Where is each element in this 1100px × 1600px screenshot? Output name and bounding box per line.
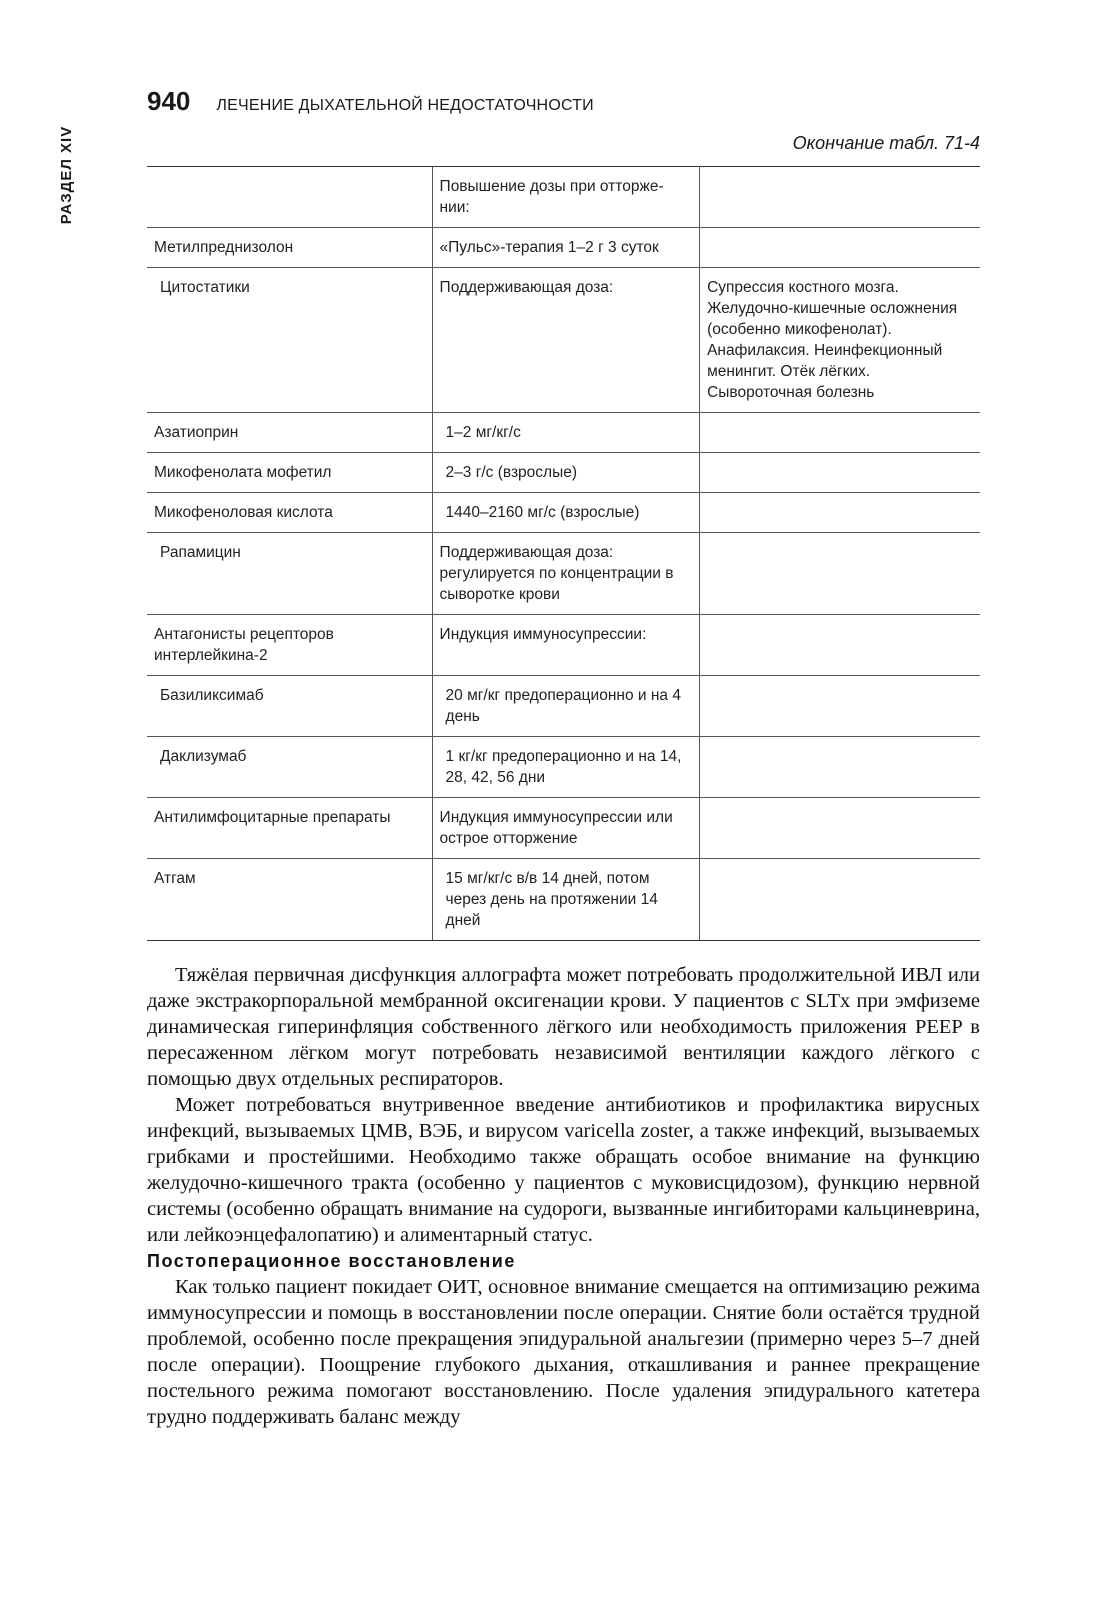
table-cell bbox=[700, 533, 980, 615]
table-cell: Азатиоприн bbox=[147, 413, 432, 453]
page-header bbox=[147, 86, 594, 117]
table-row bbox=[147, 859, 980, 941]
table-row bbox=[147, 167, 980, 228]
table-cell: Цитостатики bbox=[147, 268, 432, 413]
treatment-table bbox=[147, 166, 980, 941]
table-cell bbox=[700, 228, 980, 268]
table-row bbox=[147, 615, 980, 676]
table-cell: 1 кг/кг предоперационно и на 14, 28, 42, 56 дни bbox=[432, 737, 700, 798]
table-cell: Поддерживающая доза: bbox=[432, 268, 700, 413]
section-heading: Постоперационное восстановление bbox=[147, 1251, 516, 1271]
table-cell bbox=[700, 676, 980, 737]
table-cell: Повышение дозы при отторже-нии: bbox=[432, 167, 700, 228]
table-cell: Индукция иммуносупрессии или острое отторжение bbox=[432, 798, 700, 859]
table-row bbox=[147, 453, 980, 493]
table-cell bbox=[700, 453, 980, 493]
table-cell: Антилимфоцитарные препараты bbox=[147, 798, 432, 859]
table-cell: Даклизумаб bbox=[147, 737, 432, 798]
table-caption: Окончание табл. 71-4 bbox=[792, 133, 980, 153]
table-row bbox=[147, 676, 980, 737]
table-cell: Антагонисты рецепторов интерлейкина-2 bbox=[147, 615, 432, 676]
table-cell: 15 мг/кг/с в/в 14 дней, потом через день на протяжении 14 дней bbox=[432, 859, 700, 941]
table-cell bbox=[700, 859, 980, 941]
table-cell bbox=[700, 615, 980, 676]
table-cell bbox=[700, 798, 980, 859]
table-cell: Поддерживающая доза: регулируется по концентрации в сыворотке крови bbox=[432, 533, 700, 615]
table-cell bbox=[147, 167, 432, 228]
table-row bbox=[147, 737, 980, 798]
table-cell: Базиликсимаб bbox=[147, 676, 432, 737]
table-row bbox=[147, 268, 980, 413]
table-cell: Атгам bbox=[147, 859, 432, 941]
running-title: ЛЕЧЕНИЕ ДЫХАТЕЛЬНОЙ НЕДОСТАТОЧНОСТИ bbox=[216, 97, 594, 114]
table-cell: Микофенолата мофетил bbox=[147, 453, 432, 493]
table-cell: Супрессия костного мозга. Желудочно-кишечные осложнения (особенно микофенолат). Анафилаксия. Неинфекционный менингит. Отёк лёгких. Сывороточная болезнь bbox=[700, 268, 980, 413]
paragraph: Может потребоваться внутривенное введение антибиотиков и профилактика вирусных инфекций, вызываемых ЦМВ, ВЭБ, и вирусом varicella zoster, а также инфекций, вызываемых грибками и простейшими. Необходимо также обращать особое внимание на функцию желудочно-кишечного тракта (особенно у пациентов с муковисцидозом), функцию нервной системы (особенно обращать внимание на судороги, вызванные ингибиторами кальциневрина, или лейкоэнцефалопатию) и алиментарный статус. bbox=[147, 1094, 980, 1246]
table-row bbox=[147, 228, 980, 268]
table-cell: 1–2 мг/кг/с bbox=[432, 413, 700, 453]
table-cell: Метилпреднизолон bbox=[147, 228, 432, 268]
table-row bbox=[147, 413, 980, 453]
table-cell bbox=[700, 413, 980, 453]
table-cell: 20 мг/кг предоперационно и на 4 день bbox=[432, 676, 700, 737]
body-text bbox=[147, 962, 980, 1430]
table-cell: Индукция иммуносупрессии: bbox=[432, 615, 700, 676]
table-cell bbox=[700, 493, 980, 533]
table-cell bbox=[700, 737, 980, 798]
table-cell: 1440–2160 мг/с (взрослые) bbox=[432, 493, 700, 533]
table-cell bbox=[700, 167, 980, 228]
table-row bbox=[147, 493, 980, 533]
table-cell: «Пульс»-терапия 1–2 г 3 суток bbox=[432, 228, 700, 268]
table-cell: Микофеноловая кислота bbox=[147, 493, 432, 533]
page-number: 940 bbox=[147, 86, 191, 116]
table-row bbox=[147, 533, 980, 615]
table-row bbox=[147, 798, 980, 859]
table-cell: Рапамицин bbox=[147, 533, 432, 615]
paragraph: Как только пациент покидает ОИТ, основное внимание смещается на оптимизацию режима иммуносупрессии и помощь в восстановлении после операции. Снятие боли остаётся трудной проблемой, особенно после прекращения эпидуральной анальгезии (примерно через 5–7 дней после операции). Поощрение глубокого дыхания, откашливания и раннее прекращение постельного режима помогают восстановлению. После удаления эпидурального катетера трудно поддерживать баланс между bbox=[147, 1276, 980, 1428]
table-cell: 2–3 г/с (взрослые) bbox=[432, 453, 700, 493]
paragraph: Тяжёлая первичная дисфункция аллографта может потребовать продолжительной ИВЛ или даже экстракорпоральной мембранной оксигенации крови. У пациентов с SLTx при эмфиземе динамическая гиперинфляция собственного лёгкого или необходимость приложения PEEP в пересаженном лёгком могут потребовать независимой вентиляции каждого лёгкого с помощью двух отдельных респираторов. bbox=[147, 964, 980, 1090]
section-side-label: РАЗДЕЛ XIV bbox=[58, 125, 75, 225]
